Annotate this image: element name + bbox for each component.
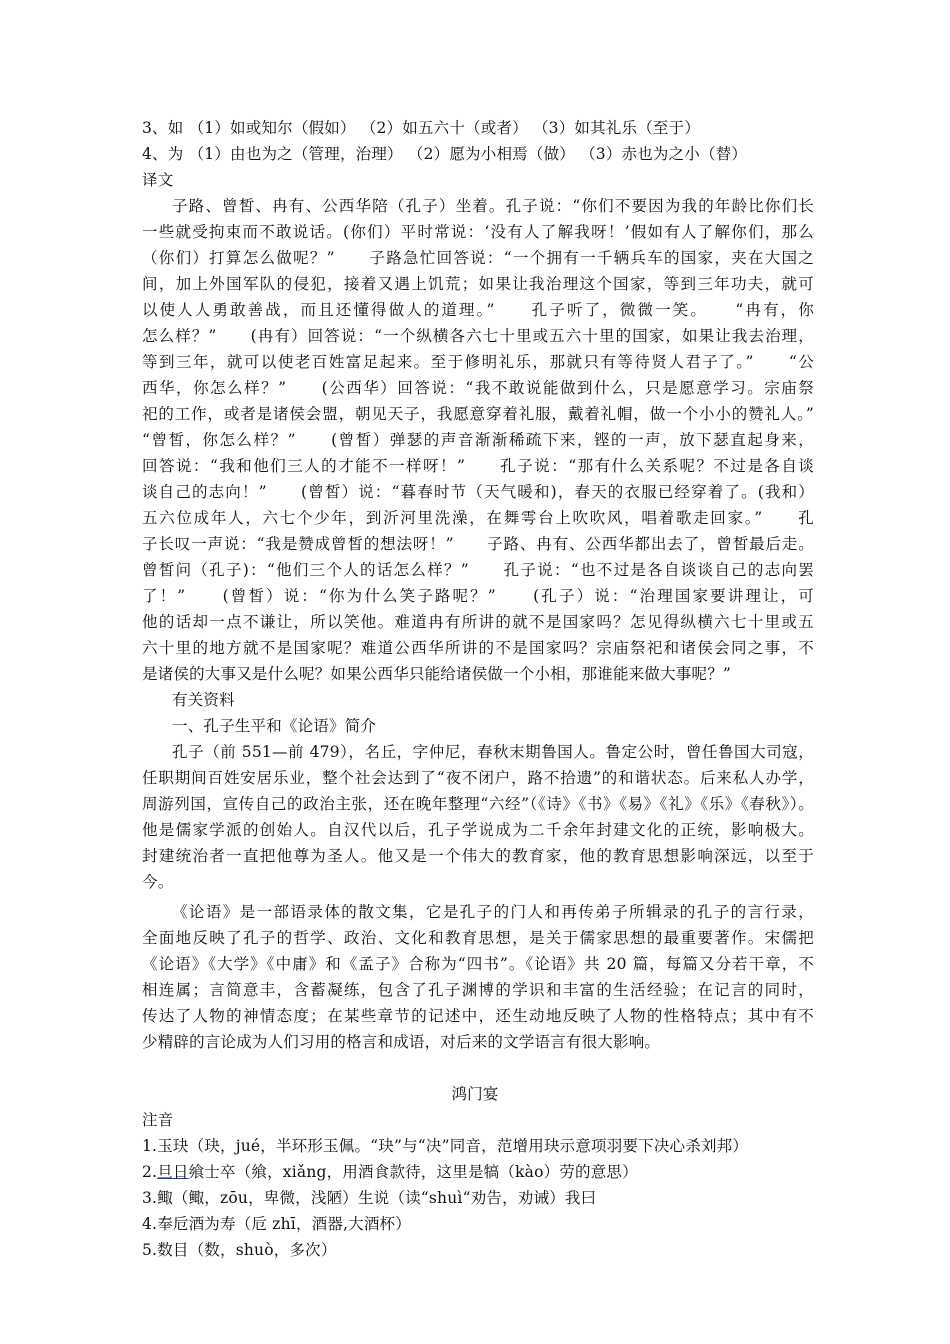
bio-line: 他是儒家学派的创始人。自汉代以后，孔子学说成为二千余年封建文化的正统，影响极大。: [142, 821, 814, 839]
paragraph-line: 谈自己的志向！” (曾皙）说：“暮春时节（天气暖和)，春天的衣服已经穿着了。(我和）: [142, 483, 814, 501]
paragraph-line: 以使人人勇敢善战，而且还懂得做人的道理。” 孔子听了，微微一笑。 “冉有，你: [142, 301, 814, 319]
paragraph-line: （你们）打算怎么做呢？” 子路急忙回答说：“一个拥有一千辆兵车的国家，夹在大国之: [142, 249, 814, 267]
paragraph-line: 子长叹一声说：“我是赞成曾皙的想法呀！” 子路、冉有、公西华都出去了，曾皙最后走。: [142, 535, 814, 553]
notes-heading: 注音: [142, 1111, 174, 1129]
note-item: [142, 1160, 814, 1184]
lunyu-line: 相连属；言简意丰，含蓄凝练，包含了孔子渊博的学识和丰富的生活经验；在记言的同时，: [142, 981, 814, 999]
paragraph-line: 曾皙问（孔子)：“他们三个人的话怎么样？” 孔子说：“也不过是各自谈谈自己的志向罢: [142, 561, 814, 579]
paragraph-line: 一些就受拘束而不敢说话。(你们）平时常说：‘没有人了解我呀！’假如有人了解你们，那么: [142, 223, 814, 241]
section-title: 鸿门宴: [451, 1085, 499, 1103]
note-item: 1.玉玦（玦，jué，半环形玉佩。“玦”与“决”同音，范增用玦示意项羽要下决心杀刘邦）: [142, 1137, 749, 1155]
note-item: 5.数目（数，shuò，多次）: [142, 1241, 337, 1259]
bio-line: 封建统治者一直把他尊为圣人。他又是一个伟大的教育家，他的教育思想影响深远，以至于: [142, 847, 814, 865]
paragraph-line: 六十里的地方就不是国家呢？难道公西华所讲的不是国家吗？宗庙祭祀和诸侯会同之事，不: [142, 639, 814, 657]
bio-line: 孔子（前 551—前 479），名丘，字仲尼，春秋末期鲁国人。鲁定公时，曾任鲁国大司寇，: [172, 743, 814, 761]
paragraph-line: 了！” (曾皙）说：“你为什么笑子路呢？” (孔子）说：“治理国家要讲理让，可: [142, 587, 814, 605]
lunyu-line: 《论语》《大学》《中庸》和《孟子》合称为“四书”。《论语》共 20 篇，每篇又分若干章，不: [142, 955, 814, 973]
note-item: 3.鲰（鲰，zōu，卑微，浅陋）生说（读“shuì“劝告，劝诫）我曰: [142, 1189, 597, 1207]
note-item: 4.奉卮酒为寿（卮 zhī，酒器,大酒杯）: [142, 1215, 411, 1233]
paragraph-line: 回答说：“我和他们三人的才能不一样呀！” 孔子说：“那有什么关系呢？不过是各自谈: [142, 457, 814, 475]
paragraph-line: 西华，你怎么样？” (公西华）回答说：“我不敢说能做到什么，只是愿意学习。宗庙祭: [142, 379, 814, 397]
paragraph-line: 五六位成年人，六七个少年，到沂河里洗澡，在舞雩台上吹吹风，唱着歌走回家。” 孔: [142, 509, 814, 527]
paragraph-line: 怎么样？” (冉有）回答说：“一个纵横各六七十里或五六十里的国家，如果让我去治理，: [142, 327, 814, 345]
bio-line: 今。: [142, 873, 174, 891]
note-number: 2.: [142, 1163, 158, 1181]
definition-line: 3、如 （1）如或知尔（假如） （2）如五六十（或者） （3）如其礼乐（至于）: [142, 119, 701, 137]
lunyu-line: 全面地反映了孔子的哲学、政治、文化和教育思想，是关于儒家思想的最重要著作。宋儒把: [142, 929, 814, 947]
bio-line: 任职期间百姓安居乐业，整个社会达到了“夜不闭户，路不拾遗”的和谐状态。后来私人办学，: [142, 769, 814, 787]
underlined-term: 旦日: [157, 1163, 189, 1181]
bio-line: 周游列国，宣传自己的政治主张，还在晚年整理“六经”（《诗》《书》《易》《礼》《乐》《春秋》）。: [142, 795, 814, 813]
lunyu-line: 少精辟的言论成为人们习用的格言和成语，对后来的文学语言有很大影响。: [142, 1033, 661, 1051]
paragraph-line: 等到三年，就可以使老百姓富足起来。至于修明礼乐，那就只有等待贤人君子了。” “公: [142, 353, 814, 371]
paragraph-line: 是诸侯的大事又是什么呢？如果公西华只能给诸侯做一个小相，那谁能来做大事呢？”: [142, 665, 732, 683]
lunyu-line: 传达了人物的神情态度；在某些章节的记述中，还生动地反映了人物的性格特点；其中有不: [142, 1007, 814, 1025]
paragraph-line: 祀的工作，或者是诸侯会盟，朝见天子，我愿意穿着礼服，戴着礼帽，做一个小小的赞礼人。”: [142, 405, 814, 423]
paragraph-line: 他的话却一点不谦让，所以笑他。难道冉有所讲的就不是国家吗？怎见得纵横六七十里或五: [142, 613, 814, 631]
paragraph-line: 间，加上外国军队的侵犯，接着又遇上饥荒；如果让我治理这个国家，等到三年功夫，就可: [142, 275, 814, 293]
translation-heading: 译文: [142, 171, 174, 189]
note-text: 飨士卒（飨，xiǎng，用酒食款待，这里是犒（kào）劳的意思）: [188, 1163, 638, 1181]
lunyu-line: 《论语》是一部语录体的散文集，它是孔子的门人和再传弟子所辑录的孔子的言行录，: [172, 903, 814, 921]
paragraph-line: “曾皙，你怎么样？” (曾皙）弹瑟的声音渐渐稀疏下来，铿的一声，放下瑟直起身来，: [142, 431, 814, 449]
section-heading: 一、孔子生平和《论语》简介: [172, 717, 377, 735]
definition-line: 4、为 （1）由也为之（管理，治理） （2）愿为小相焉（做） （3）赤也为之小（替）: [142, 145, 748, 163]
paragraph-line: 子路、曾皙、冉有、公西华陪（孔子）坐着。孔子说：“你们不要因为我的年龄比你们长: [172, 197, 814, 215]
materials-heading: 有关资料: [172, 691, 235, 709]
